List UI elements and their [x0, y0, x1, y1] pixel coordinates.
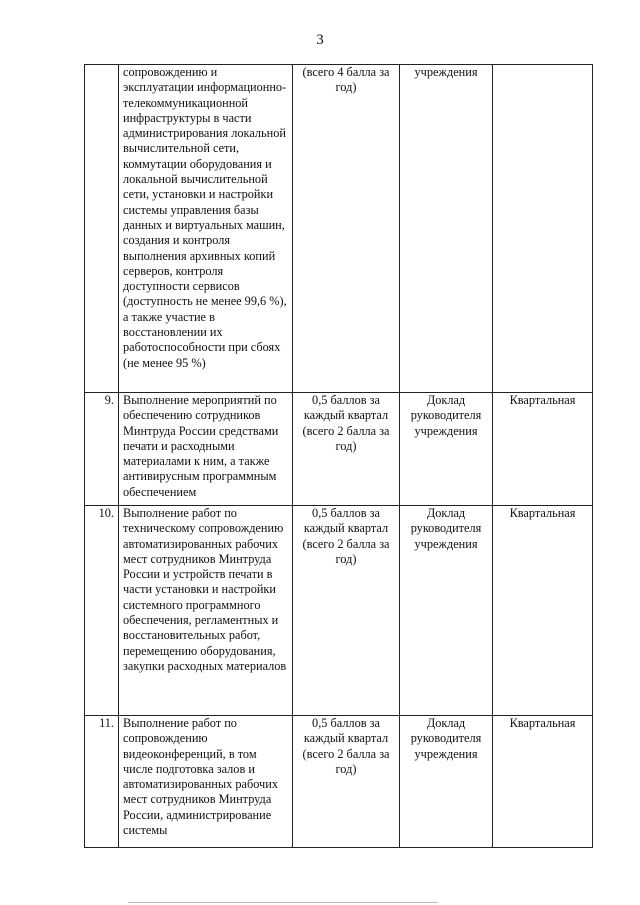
- row-period: [493, 65, 593, 393]
- row-score: 0,5 баллов за каждый квартал (всего 2 балла за год): [293, 716, 400, 848]
- row-score: 0,5 баллов за каждый квартал (всего 2 балла за год): [293, 393, 400, 506]
- bottom-divider: [128, 902, 438, 903]
- criteria-table: [84, 64, 593, 848]
- row-report: учреждения: [400, 65, 493, 393]
- row-period: Квартальная: [493, 506, 593, 716]
- row-description: Выполнение работ по сопровождению видеоконференций, в том числе подготовка залов и автоматизированных рабочих мест сотрудников Минтруда России, администрирование системы: [119, 716, 293, 848]
- row-description: сопровождению и эксплуатации информационно-телекоммуникационной инфраструктуры в части администрирования локальной вычислительной сети, коммутации оборудования и локальной вычислительной сети, установки и настройки системы управления базы данных и виртуальных машин, создания и контроля выполнения архивных копий серверов, контроля доступности сервисов (доступность не менее 99,6 %), а также участие в восстановлении их работоспособности при сбоях (не менее 95 %): [119, 65, 293, 393]
- row-number: 9.: [85, 393, 119, 506]
- row-description: Выполнение мероприятий по обеспечению сотрудников Минтруда России средствами печати и расходными материалами к ним, а также антивирусным программным обеспечением: [119, 393, 293, 506]
- table-row: [85, 65, 593, 393]
- row-period: Квартальная: [493, 716, 593, 848]
- row-report: Доклад руководителя учреждения: [400, 506, 493, 716]
- row-report: Доклад руководителя учреждения: [400, 716, 493, 848]
- row-period: Квартальная: [493, 393, 593, 506]
- table-row: [85, 506, 593, 716]
- row-score: 0,5 баллов за каждый квартал (всего 2 балла за год): [293, 506, 400, 716]
- row-number: [85, 65, 119, 393]
- row-number: 10.: [85, 506, 119, 716]
- page-number: 3: [316, 32, 324, 48]
- row-score: (всего 4 балла за год): [293, 65, 400, 393]
- table-row: [85, 393, 593, 506]
- row-number: 11.: [85, 716, 119, 848]
- table-row: [85, 716, 593, 848]
- row-report: Доклад руководителя учреждения: [400, 393, 493, 506]
- row-description: Выполнение работ по техническому сопровождению автоматизированных рабочих мест сотрудников Минтруда России и устройств печати в части установки и настройки системного программного обеспечения, регламентных и восстановительных работ, перемещению оборудования, закупки расходных материалов: [119, 506, 293, 716]
